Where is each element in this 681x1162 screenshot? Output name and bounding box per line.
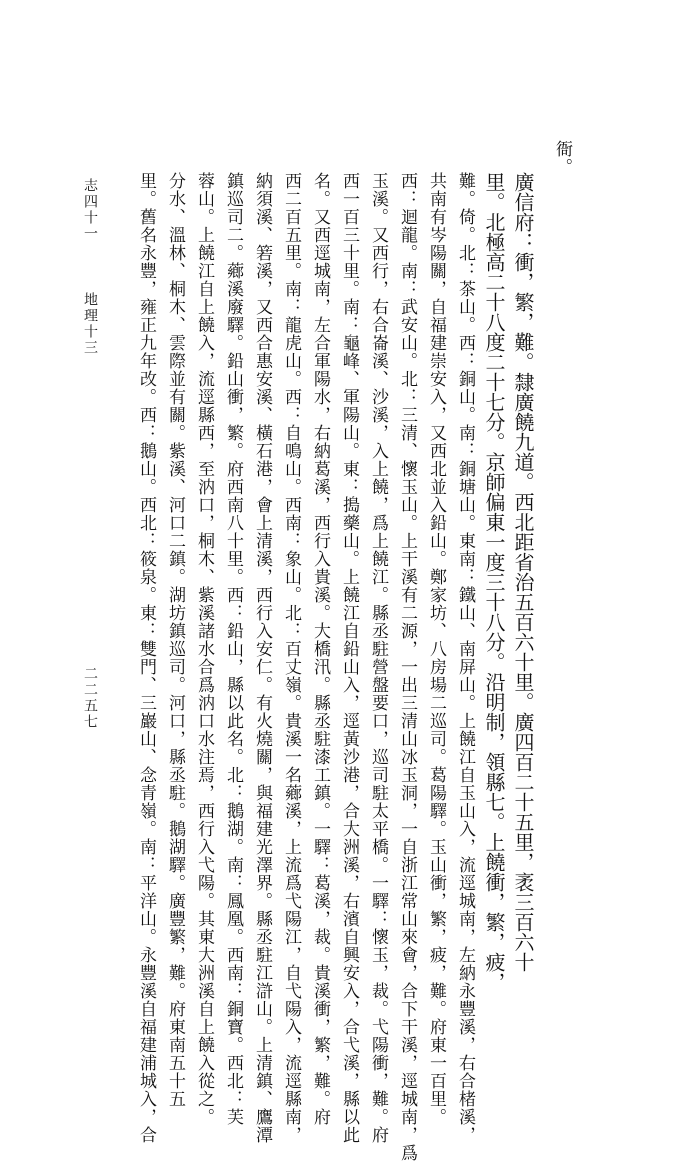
text-column: 難。倚。北：茶山。西：銅山。南：銅塘山。東南：鐵山、南屏山。上饒江自玉山入，流逕城南，左納永豐溪，右合楮溪， bbox=[455, 172, 475, 1144]
text-column: 廣信府：衝，繁，難。隸廣饒九道。西北距省治五百六十里。廣四百二十五里，袤三百六十 bbox=[511, 172, 535, 972]
text-column: 衙。 bbox=[552, 140, 572, 176]
text-column: 名。又西逕城南，左合軍陽水，右納葛溪，西行入貴溪。大橋汛。縣丞駐漆工鎮。一驛：葛溪，裁。貴溪衝，繁，難。府 bbox=[310, 172, 330, 1126]
text-column: 共南有岑陽關，自福建崇安入，又西北並入鉛山。鄭家坊、八房場二巡司。葛陽驛。玉山衝，繁，疲，難。府東一百里。 bbox=[426, 172, 446, 1126]
text-column: 里。舊名永豐，雍正九年改。西：鵝山。西北：筱泉。東：雙門、三巖山、念青嶺。南：平洋山。永豐溪自福建浦城入，合 bbox=[136, 172, 156, 1144]
text-column: 西：迴龍。南：武安山。北：三清、懷玉山。上干溪有二源，一出三清山冰玉洞，一自浙江常山來會，合下干溪，逕城南，爲 bbox=[397, 172, 417, 1162]
text-column: 西二百五里。南：龍虎山。西：自鳴山。西南：象山。北：百丈嶺。貴溪一名薌溪，上流爲弋陽江，自弋陽入，流逕縣南， bbox=[281, 172, 301, 1144]
page-number: 二二五七 bbox=[82, 666, 98, 730]
text-column: 分水、溫林、桐木、雲際並有關。紫溪、河口二鎮。湖坊鎮巡司。河口，縣丞駐。鵝湖驛。廣豐繁，難。府東南五十五 bbox=[165, 172, 185, 1108]
text-column: 蓉山。上饒江自上饒入，流逕縣西，至汭口，桐木、紫溪諸水合爲汭口水注焉，西行入弋陽。其東大洲溪自上饒入從之。 bbox=[194, 172, 214, 1126]
running-head-section: 地理十三 bbox=[82, 292, 98, 356]
text-column: 西一百三十里。南：龜峰、軍陽山。東：搗藥山。上饒江自鉛山入，逕黃沙港，合大洲溪，右濱自興安入，合弋溪，縣以此 bbox=[339, 172, 359, 1144]
text-column: 納須溪、箬溪，又西合惠安溪、橫石港，會上清溪，西行入安仁。有火燒關，與福建光澤界。縣丞駐江滸山。上清鎮、鷹潭 bbox=[252, 172, 272, 1144]
running-head-volume: 志四十一 bbox=[82, 178, 98, 242]
text-column: 里。北極高二十八度二十七分。京師偏東一度三十八分。沿明制，領縣七。上饒衝，繁，疲， bbox=[482, 172, 506, 992]
text-column: 鎮巡司二。薌溪廢驛。鉛山衝，繁。府西南八十里。西：鉛山，縣以此名。北：鵝湖。南：鳳凰。西南：銅寶。西北：芙 bbox=[223, 172, 243, 1126]
text-column: 玉溪。又西行，右合崙溪、沙溪，入上饒，爲上饒江。縣丞駐營盤要口，巡司駐太平橋。一驛：懷玉，裁。弋陽衝，難。府 bbox=[368, 172, 388, 1144]
